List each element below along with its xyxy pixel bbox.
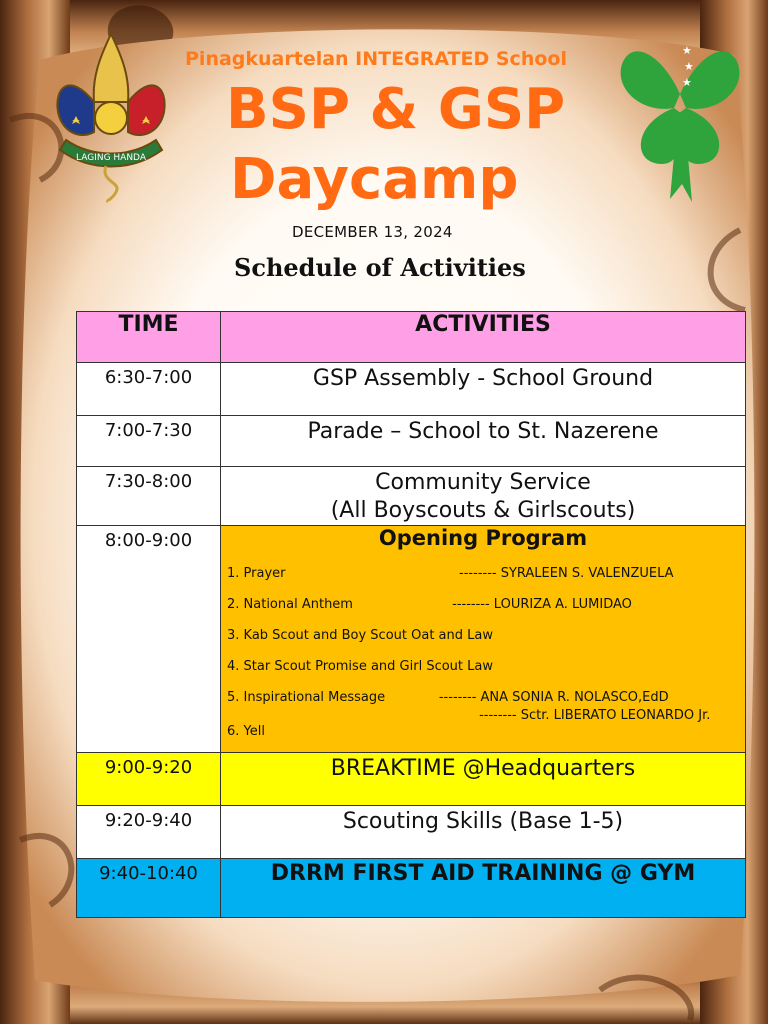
- table-row: [77, 753, 746, 806]
- event-date: DECEMBER 13, 2024: [292, 223, 453, 241]
- activity-line-1: Community Service: [375, 470, 591, 495]
- school-name: Pinagkuartelan INTEGRATED School: [185, 48, 567, 70]
- program-item: -------- Sctr. LIBERATO LEONARDO Jr.: [227, 708, 711, 723]
- svg-text:★: ★: [682, 76, 692, 89]
- row-activity: Scouting Skills (Base 1-5): [221, 806, 746, 859]
- row-activity: BREAKTIME @Headquarters: [221, 753, 746, 806]
- row-activity: GSP Assembly - School Ground: [221, 363, 746, 416]
- header-activities: ACTIVITIES: [221, 312, 746, 363]
- row-time: 7:30-8:00: [77, 467, 221, 526]
- row-time: 8:00-9:00: [77, 526, 221, 753]
- activity-line-2: (All Boyscouts & Girlscouts): [330, 498, 636, 523]
- table-row: [77, 467, 746, 526]
- svg-text:★: ★: [684, 60, 694, 73]
- table-row: [77, 363, 746, 416]
- table-header-row: [77, 312, 746, 363]
- table-row: [77, 806, 746, 859]
- opening-program-title: Opening Program: [378, 526, 588, 550]
- row-time: 9:00-9:20: [77, 753, 221, 806]
- program-item: 4. Star Scout Promise and Girl Scout Law: [227, 659, 493, 674]
- bsp-fleur-de-lis-badge-icon: [50, 32, 172, 204]
- schedule-table: [76, 311, 746, 918]
- row-time: 9:40-10:40: [77, 859, 221, 918]
- opening-program-cell: [221, 526, 746, 753]
- table-row: [77, 526, 746, 753]
- program-item: 5. Inspirational Message -------- ANA SONIA R. NOLASCO,EdD: [227, 690, 669, 705]
- program-item: 1. Prayer -------- SYRALEEN S. VALENZUELA: [227, 566, 674, 581]
- schedule-subtitle: Schedule of Activities: [234, 253, 526, 282]
- program-item: 2. National Anthem -------- LOURIZA A. LUMIDAO: [227, 597, 632, 612]
- bsp-motto: LAGING HANDA: [75, 153, 147, 163]
- svg-text:★: ★: [682, 44, 692, 57]
- title-line-1: BSP & GSP: [226, 77, 566, 142]
- program-item: 3. Kab Scout and Boy Scout Oat and Law: [227, 628, 493, 643]
- row-activity: [221, 467, 746, 526]
- row-time: 9:20-9:40: [77, 806, 221, 859]
- table-row: [77, 859, 746, 918]
- table-row: [77, 416, 746, 467]
- header-time: TIME: [77, 312, 221, 363]
- title-line-2: Daycamp: [230, 147, 519, 212]
- row-activity: DRRM FIRST AID TRAINING @ GYM: [221, 859, 746, 918]
- opening-program-list: [221, 566, 745, 752]
- row-time: 6:30-7:00: [77, 363, 221, 416]
- row-time: 7:00-7:30: [77, 416, 221, 467]
- row-activity: Parade – School to St. Nazerene: [221, 416, 746, 467]
- program-item: 6. Yell: [227, 724, 265, 739]
